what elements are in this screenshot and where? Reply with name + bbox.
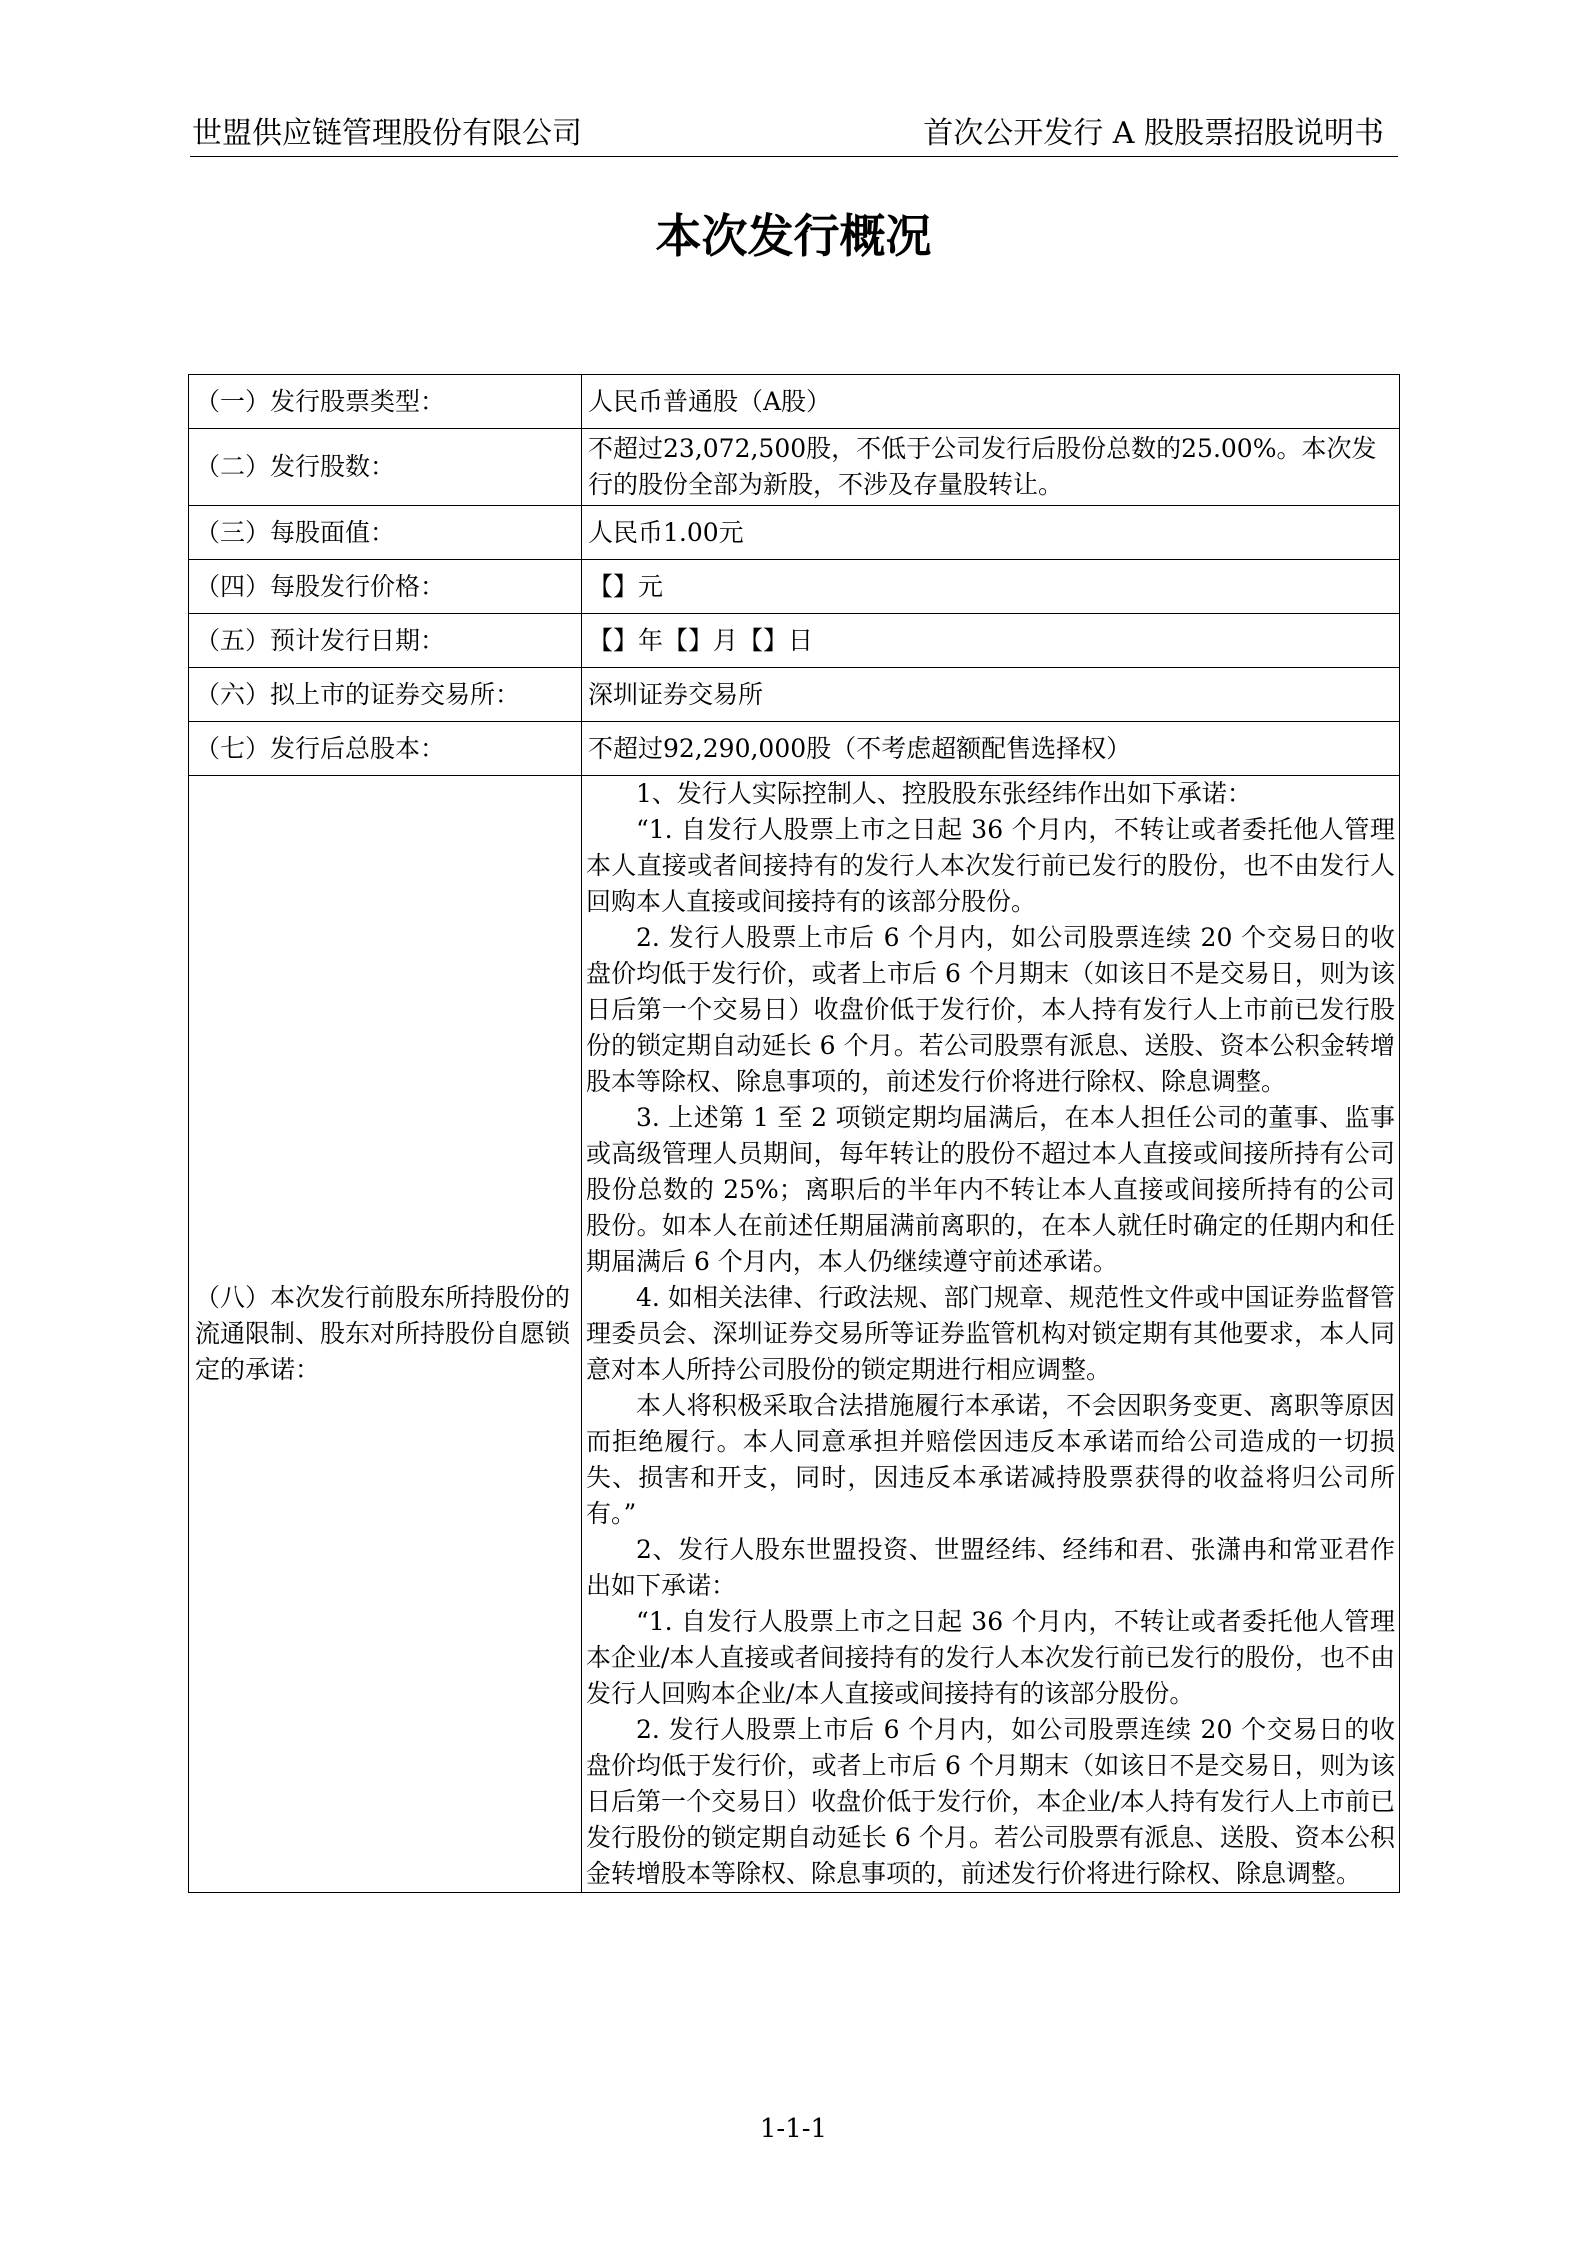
commitment-text bbox=[582, 776, 1400, 1893]
table-row-lockup-commitment bbox=[189, 776, 1400, 1893]
row-value: 不超过23,072,500股，不低于公司发行后股份总数的25.00%。本次发行的股份全部为新股，不涉及存量股转让。 bbox=[582, 429, 1400, 506]
table-row-exchange bbox=[189, 668, 1400, 722]
row-value: 【】元 bbox=[582, 560, 1400, 614]
table-row-issue-price bbox=[189, 560, 1400, 614]
row-label: （二）发行股数： bbox=[189, 429, 582, 506]
page-header bbox=[190, 112, 1398, 157]
table-row-total-shares bbox=[189, 722, 1400, 776]
commitment-paragraph: “1. 自发行人股票上市之日起 36 个月内，不转让或者委托他人管理本企业/本人直接或者间接持有的发行人本次发行前已发行的股份，也不由发行人回购本企业/本人直接或间接持有的该部分股份。 bbox=[586, 1607, 1395, 1708]
row-label: （七）发行后总股本： bbox=[189, 722, 582, 776]
commitment-paragraph: 本人将积极采取合法措施履行本承诺，不会因职务变更、离职等原因而拒绝履行。本人同意承担并赔偿因违反本承诺而给公司造成的一切损失、损害和开支，同时，因违反本承诺减持股票获得的收益将归公司所有。” bbox=[586, 1391, 1395, 1528]
commitment-paragraph: 2. 发行人股票上市后 6 个月内，如公司股票连续 20 个交易日的收盘价均低于发行价，或者上市后 6 个月期末（如该日不是交易日，则为该日后第一个交易日）收盘价低于发行价，本企业/本人持有发行人上市前已发行股份的锁定期自动延长 6 个月。若公司股票有派息、送股、资本公积金转增股本等除权、除息事项的，前述发行价将进行除权、除息调整。 bbox=[586, 1715, 1395, 1888]
commitment-paragraph: 1、发行人实际控制人、控股股东张经纬作出如下承诺： bbox=[636, 779, 1252, 808]
row-label: （三）每股面值： bbox=[189, 506, 582, 560]
commitment-paragraph: 2、发行人股东世盟投资、世盟经纬、经纬和君、张潇冉和常亚君作出如下承诺： bbox=[586, 1535, 1395, 1600]
row-label: （八）本次发行前股东所持股份的流通限制、股东对所持股份自愿锁定的承诺： bbox=[189, 776, 582, 1893]
table-row-issue-date bbox=[189, 614, 1400, 668]
row-label: （五）预计发行日期： bbox=[189, 614, 582, 668]
commitment-paragraph: 4. 如相关法律、行政法规、部门规章、规范性文件或中国证券监督管理委员会、深圳证券交易所等证券监管机构对锁定期有其他要求，本人同意对本人所持公司股份的锁定期进行相应调整。 bbox=[586, 1283, 1395, 1384]
commitment-paragraph: 2. 发行人股票上市后 6 个月内，如公司股票连续 20 个交易日的收盘价均低于发行价，或者上市后 6 个月期末（如该日不是交易日，则为该日后第一个交易日）收盘价低于发行价，本人持有发行人上市前已发行股份的锁定期自动延长 6 个月。若公司股票有派息、送股、资本公积金转增股本等除权、除息事项的，前述发行价将进行除权、除息调整。 bbox=[586, 923, 1395, 1096]
table-row-share-count bbox=[189, 429, 1400, 506]
commitment-paragraph: 3. 上述第 1 至 2 项锁定期均届满后，在本人担任公司的董事、监事或高级管理人员期间，每年转让的股份不超过本人直接或间接所持有公司股份总数的 25%；离职后的半年内不转让本人直接或间接所持有的公司股份。如本人在前述任期届满前离职的，在本人就任时确定的任期内和任期届满后 6 个月内，本人仍继续遵守前述承诺。 bbox=[586, 1103, 1395, 1276]
row-label: （六）拟上市的证券交易所： bbox=[189, 668, 582, 722]
page-number: 1-1-1 bbox=[759, 2114, 828, 2144]
table-row-stock-type bbox=[189, 375, 1400, 429]
commitment-paragraph: “1. 自发行人股票上市之日起 36 个月内，不转让或者委托他人管理本人直接或者间接持有的发行人本次发行前已发行的股份，也不由发行人回购本人直接或间接持有的该部分股份。 bbox=[586, 815, 1395, 916]
row-value: 人民币普通股（A股） bbox=[582, 375, 1400, 429]
header-company-name: 世盟供应链管理股份有限公司 bbox=[192, 116, 582, 151]
page-title: 本次发行概况 bbox=[655, 209, 932, 263]
row-value: 深圳证券交易所 bbox=[582, 668, 1400, 722]
row-label: （四）每股发行价格： bbox=[189, 560, 582, 614]
row-label: （一）发行股票类型： bbox=[189, 375, 582, 429]
header-document-title: 首次公开发行 A 股股票招股说明书 bbox=[923, 116, 1384, 151]
row-value: 【】年【】月【】日 bbox=[582, 614, 1400, 668]
row-value: 不超过92,290,000股（不考虑超额配售选择权） bbox=[582, 722, 1400, 776]
row-value: 人民币1.00元 bbox=[582, 506, 1400, 560]
table-row-par-value bbox=[189, 506, 1400, 560]
offering-overview-table bbox=[188, 374, 1400, 1893]
